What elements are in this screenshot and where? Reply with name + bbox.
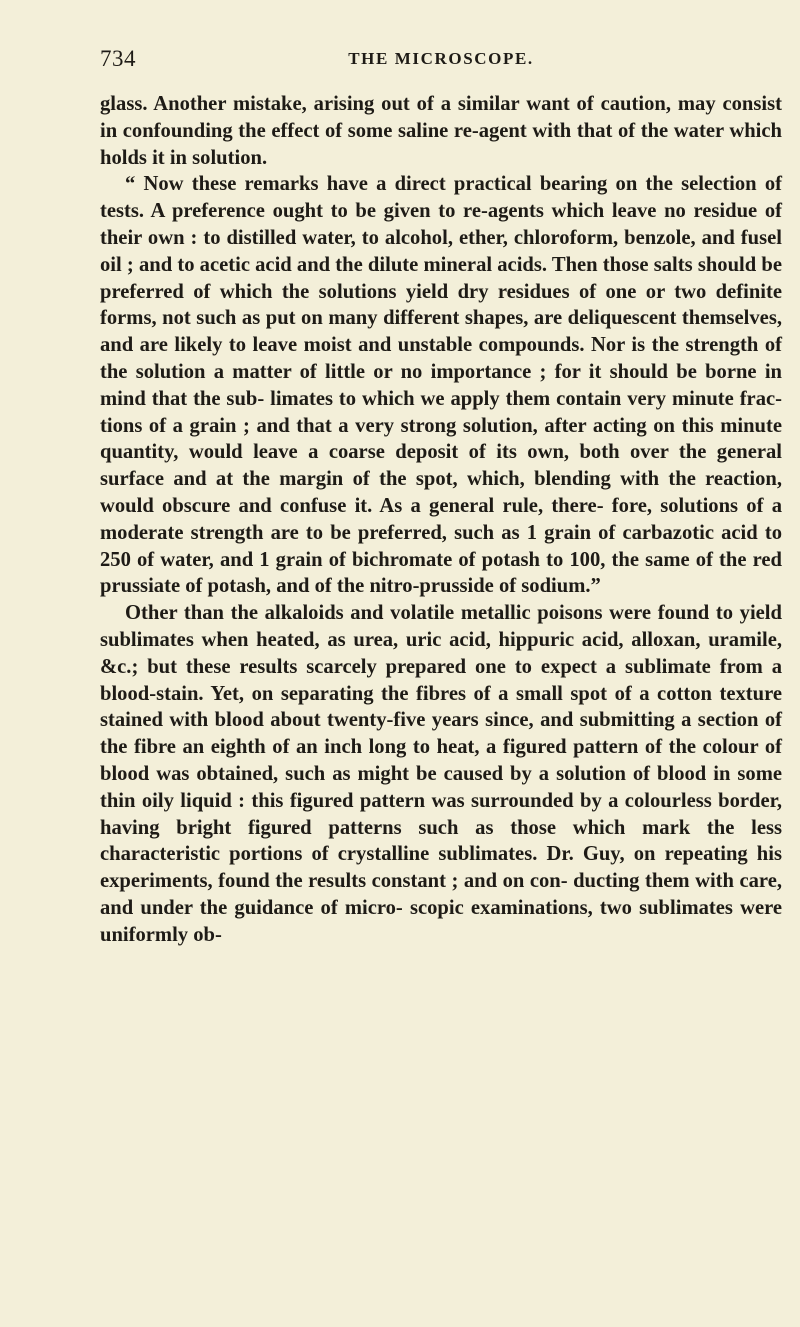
paragraph-continuation: glass. Another mistake, arising out of a similar want of caution, may consist in confounding the effect of some saline re-agent with that of the water which holds it in solution.: [100, 93, 782, 169]
body-text: [100, 91, 782, 949]
paragraph-sublimates: Other than the alkaloids and volatile metallic poisons were found to yield sublimates when heated, as urea, uric acid, hippuric acid, alloxan, uramile, &c.; but these results scarcely prepared one to expect a sublimate from a blood-stain. Yet, on separating the fibres of a small spot of a cotton texture stained with blood about twenty-five years since, and submitting a section of the fibre an eighth of an inch long to heat, a figured pattern of the colour of blood was obtained, such as might be caused by a solution of blood in some thin oily liquid : this figured pattern was surrounded by a colourless border, having bright figured patterns such as those which mark the less characteristic portions of crystalline sublimates. Dr. Guy, on repeating his experiments, found the results constant ; and on con- ducting them with care, and under the guidance of micro- scopic examinations, two sublimates were uniformly ob-: [100, 602, 782, 946]
running-title: THE MICROSCOPE.: [348, 49, 534, 68]
page-number: 734: [100, 46, 136, 71]
paragraph-quotation: “ Now these remarks have a direct practical bearing on the selection of tests. A preference ought to be given to re-agents which leave no residue of their own : to distilled water, to alcohol, ether, chloroform, benzole, and fusel oil ; and to acetic acid and the dilute mineral acids. Then those salts should be preferred of which the solutions yield dry residues of one or two definite forms, not such as put on many different shapes, are deliquescent themselves, and are likely to leave moist and unstable compounds. Nor is the strength of the solution a matter of little or no importance ; for it should be borne in mind that the sub- limates to which we apply them contain very minute frac- tions of a grain ; and that a very strong solution, after acting on this minute quantity, would leave a coarse deposit of its own, both over the general surface and at the margin of the spot, which, blending with the reaction, would obscure and confuse it. As a general rule, there- fore, solutions of a moderate strength are to be preferred, such as 1 grain of carbazotic acid to 250 of water, and 1 grain of bichromate of potash to 100, the same of the red prussiate of potash, and of the nitro-prusside of sodium.”: [100, 173, 782, 598]
running-head: [100, 46, 782, 76]
